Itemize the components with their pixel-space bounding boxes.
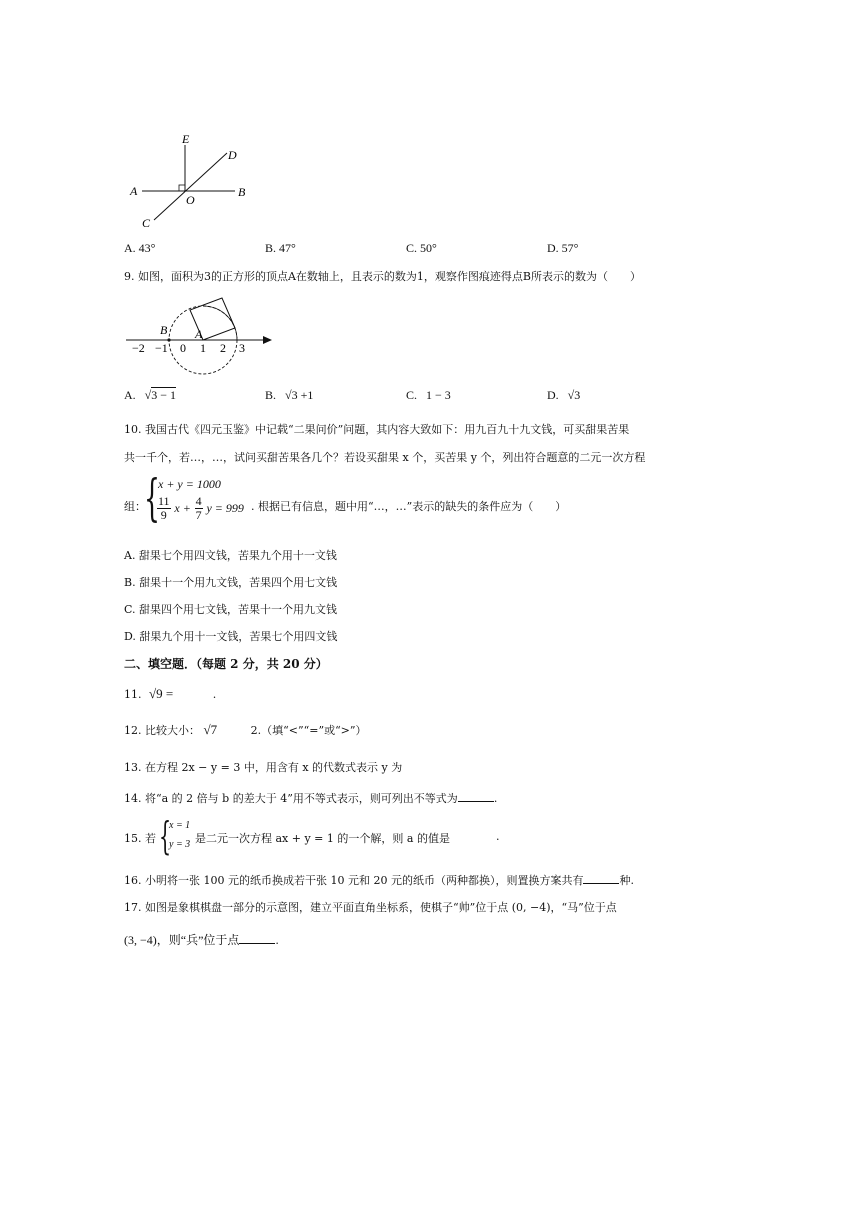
q10-line-1: 10. 我国古代《四元玉鉴》中记载“二果问价”问题，其内容大致如下：用九百九十九文钱，可买甜果苦果 [124, 423, 630, 436]
system-eq-1: x = 1 [169, 820, 191, 831]
q9-option-d [547, 388, 580, 403]
right-angle-mark [179, 185, 185, 191]
q17-line-2 [124, 931, 279, 948]
q10-option-b: B. 甜果十一个用九文钱，苦果四个用七文钱 [124, 576, 338, 589]
q12-prefix: 12. 比较大小： [124, 724, 200, 737]
q11-prefix: 11. [124, 688, 142, 701]
label-e: E [182, 132, 190, 146]
sqrt-icon: √ [149, 686, 157, 701]
q17-text: (3, −4)，则“兵”位于点 [124, 933, 240, 947]
q8-option-c: C. 50° [406, 241, 437, 255]
option-letter: A. [124, 388, 136, 402]
q8-option-b: B. 47° [265, 241, 296, 255]
equation-2 [157, 495, 244, 522]
system-eq-2: y = 3 [169, 839, 191, 850]
q14 [124, 790, 497, 806]
equation-1: x + y = 1000 [158, 477, 221, 491]
q16-end: 种. [619, 874, 634, 887]
q15-prefix: 15. 若 [124, 832, 156, 845]
sqrt-icon: √ [285, 388, 292, 402]
q13: 13. 在方程 2x − y = 3 中，用含有 x 的代数式表示 y 为 [124, 761, 403, 774]
option-letter: C. [406, 388, 418, 402]
q8-figure [125, 130, 255, 230]
q14-text: 14. 将“a 的 2 倍与 b 的差大于 4”用不等式表示，则可列出不等式为 [124, 792, 458, 805]
q16-text: 16. 小明将一张 100 元的纸币换成若干张 10 元和 20 元的纸币（两种都换），则置换方案共有 [124, 874, 584, 887]
answer-blank[interactable] [458, 791, 494, 802]
option-expr: 3 [574, 388, 581, 402]
sqrt-icon: √ [567, 388, 575, 402]
tick-label: 0 [180, 341, 186, 355]
point-b [167, 338, 170, 341]
q12 [124, 722, 367, 738]
section-title: 二、填空题．（每题 2 分，共 20 分） [124, 657, 328, 671]
fraction-4-7: $\frac{4}{7}$ [195, 494, 202, 522]
answer-blank[interactable] [239, 933, 275, 944]
option-expr: 3 − 1 [151, 388, 177, 402]
tick-label: −1 [155, 341, 168, 355]
q10-line-2: 共一千个，若…，…，试问买甜苦果各几个？若设买甜果 x 个，买苦果 y 个，列出符合题意的二元一次方程 [124, 451, 646, 464]
q10-option-d: D. 甜果九个用十一文钱，苦果七个用四文钱 [124, 630, 338, 643]
label-b: B [238, 185, 246, 199]
label-point-a: A [195, 327, 203, 341]
q17-end: . [275, 934, 279, 947]
line-cd [154, 153, 227, 220]
q10-tail: . 根据已有信息，题中用“…，…”表示的缺失的条件应为（ ） [251, 500, 567, 513]
number-line-arrow [263, 336, 272, 344]
label-o: O [186, 193, 195, 207]
tick-label: 1 [200, 341, 206, 355]
sqrt-icon: √ [203, 722, 211, 737]
label-c: C [142, 216, 151, 230]
option-expr: 3 +1 [291, 388, 314, 402]
q10-equation-system [124, 469, 624, 534]
fraction-11-9: $\frac{11}{9}$ [158, 494, 170, 522]
group-label: 组： [124, 500, 146, 513]
tick-label: −2 [132, 341, 145, 355]
answer-blank[interactable] [583, 873, 619, 884]
q15-mid: 是二元一次方程 ax + y = 1 的一个解，则 a 的值是 [195, 832, 450, 845]
q9-option-a [124, 388, 176, 403]
label-point-b: B [160, 323, 168, 337]
equation-2-tail: y = 999 [206, 501, 244, 515]
q9-option-b [265, 388, 313, 403]
var-x: x + [174, 501, 191, 515]
q11 [124, 686, 216, 702]
sqrt-icon: √ [144, 388, 152, 402]
q14-end: . [493, 792, 498, 805]
q9-question: 9. 如图，面积为3的正方形的顶点A在数轴上，且表示的数为1，观察作图痕迹得点B所表示的数为（ ） [124, 270, 642, 283]
q10-option-a: A. 甜果七个用四文钱，苦果九个用十一文钱 [124, 549, 337, 562]
q10-option-c: C. 甜果四个用七文钱，苦果十一个用九文钱 [124, 603, 338, 616]
q9-option-c [406, 388, 451, 403]
q11-expr: 9 = [156, 686, 174, 701]
q8-option-a: A. 43° [124, 241, 156, 255]
option-letter: B. [265, 388, 277, 402]
q12-mid: 2.（填“<”“=”或“>”） [250, 724, 367, 737]
q9-figure [122, 290, 282, 380]
left-brace-icon: { [144, 469, 160, 527]
q8-option-d: D. 57° [547, 241, 579, 255]
label-a: A [130, 184, 138, 198]
tick-label: 3 [239, 341, 245, 355]
option-expr: 1 − 3 [426, 388, 451, 402]
q11-end: . [212, 688, 217, 701]
option-letter: D. [547, 388, 559, 402]
tick-label: 2 [220, 341, 226, 355]
q17-line-1: 17. 如图是象棋棋盘一部分的示意图，建立平面直角坐标系，使棋子“帅”位于点 (0, −4)，“马”位于点 [124, 901, 617, 914]
q15-end: . [496, 830, 500, 843]
left-brace-icon: { [159, 814, 172, 858]
label-d: D [228, 148, 237, 162]
q16 [124, 872, 634, 888]
q12-expr: 7 [210, 722, 218, 737]
q15 [124, 814, 624, 858]
